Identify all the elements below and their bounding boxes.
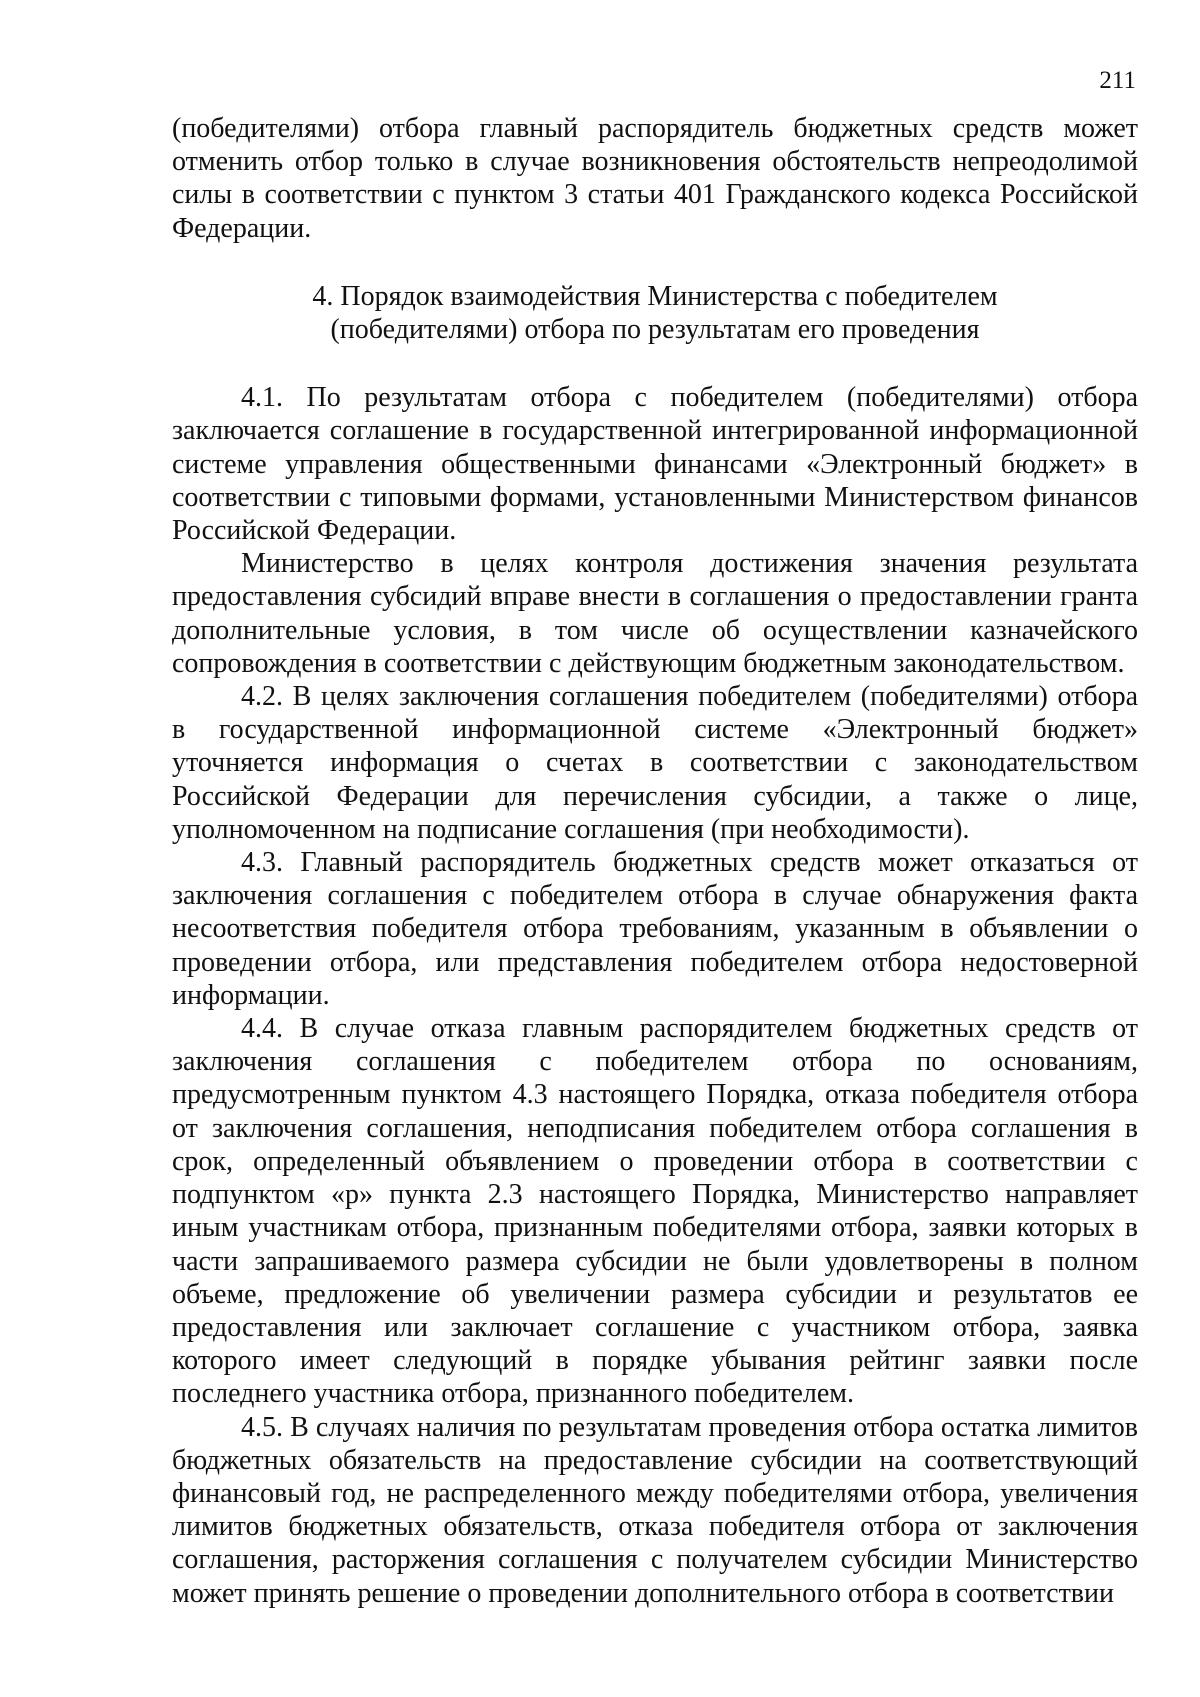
document-body [172,112,1138,1610]
page-number: 211 [1099,67,1136,94]
paragraph-ministry-control: Министерство в целях контроля достижения значения результата предоставления субсидий вправе внести в соглашения о предоставлении гранта дополнительные условия, в том числе об осуществлении казначейского сопровождения в соответствии с действующим бюджетным законодательством. [172,548,1138,679]
paragraph-4-5: 4.5. В случаях наличия по результатам проведения отбора остатка лимитов бюджетных обязательств на предоставление субсидии на соответствующий финансовый год, не распределенного между победителями отбора, увеличения лимитов бюджетных обязательств, отказа победителя отбора от заключения соглашения, расторжения соглашения с получателем субсидии Министерство может принять решение о проведении дополнительного отбора в соответствии [172,1411,1138,1609]
section-heading [172,280,1138,346]
paragraph-4-2: 4.2. В целях заключения соглашения победителем (победителями) отбора в государственной информационной системе «Электронный бюджет» уточняется информация о счетах в соответствии с законодательством Российской Федерации для перечисления субсидии, а также о лице, уполномоченном на подписание соглашения (при необходимости). [172,681,1138,845]
section-heading-line-1: 4. Порядок взаимодействия Министерства с победителем [312,280,998,312]
section-heading-line-2: (победителями) отбора по результатам его проведения [330,314,980,346]
paragraph-continuation: (победителями) отбора главный распорядитель бюджетных средств может отменить отбор только в случае возникновения обстоятельств непреодолимой силы в соответствии с пунктом 3 статьи 401 Гражданского кодекса Российской Федерации. [172,113,1138,244]
paragraph-4-4: 4.4. В случае отказа главным распорядителем бюджетных средств от заключения соглашения с победителем отбора по основаниям, предусмотренным пунктом 4.3 настоящего Порядка, отказа победителя отбора от заключения соглашения, неподписания победителем отбора соглашения в срок, определенный объявлением о проведении отбора в соответствии с подпунктом «р» пункта 2.3 настоящего Порядка, Министерство направляет иным участникам отбора, признанным победителями отбора, заявки которых в части запрашиваемого размера субсидии не были удовлетворены в полном объеме, предложение об увеличении размера субсидии и результатов ее предоставления или заключает соглашение с участником отбора, заявка которого имеет следующий в порядке убывания рейтинг заявки после последнего участника отбора, признанного победителем. [172,1013,1138,1410]
paragraph-4-3: 4.3. Главный распорядитель бюджетных средств может отказаться от заключения соглашения с победителем отбора в случае обнаружения факта несоответствия победителя отбора требованиям, указанным в объявлении о проведении отбора, или представления победителем отбора недостоверной информации. [172,847,1138,1011]
paragraph-4-1: 4.1. По результатам отбора с победителем (победителями) отбора заключается соглашение в государственной интегрированной информационной системе управления общественными финансами «Электронный бюджет» в соответствии с типовыми формами, установленными Министерством финансов Российской Федерации. [172,382,1138,547]
